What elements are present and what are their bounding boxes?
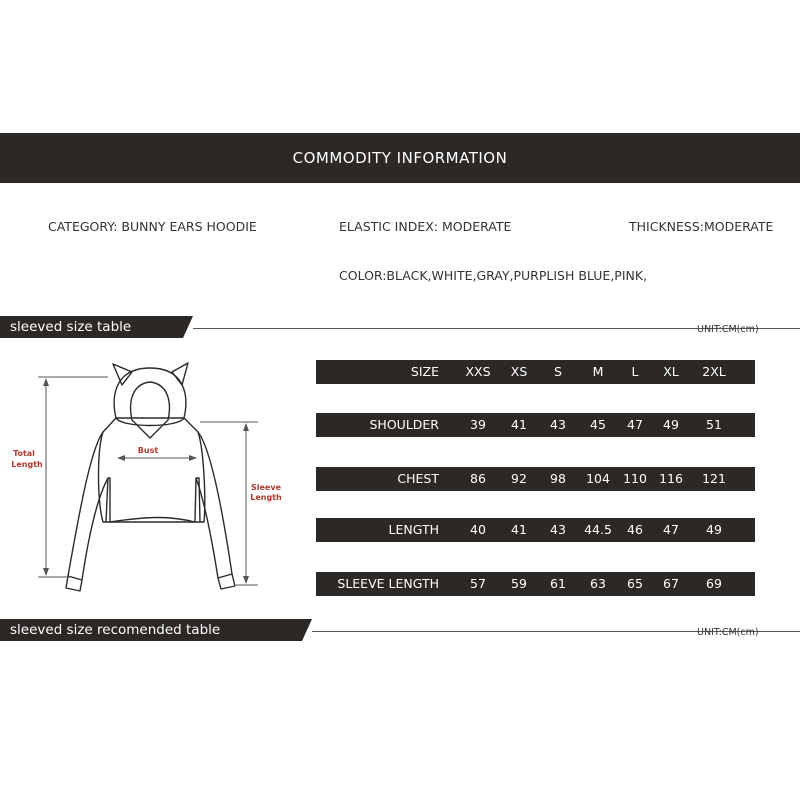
recommended-table-tab	[0, 619, 302, 641]
table-cell: 40	[470, 522, 486, 537]
table-header-row	[316, 360, 755, 384]
table-cell: 104	[586, 471, 610, 486]
body-outline	[99, 418, 205, 522]
size-cell: 2XL	[702, 364, 726, 379]
sleeve-length-label-2: Length	[250, 493, 282, 502]
table-cell: 86	[470, 471, 486, 486]
table-cell: 43	[550, 522, 566, 537]
table-cell: 46	[627, 522, 643, 537]
total-length-label-1: Total	[13, 449, 35, 458]
table-row	[316, 467, 755, 491]
elastic-index-text: ELASTIC INDEX: MODERATE	[339, 219, 512, 234]
table-cell: 121	[702, 471, 726, 486]
table-cell: 65	[627, 576, 643, 591]
table-row	[316, 518, 755, 542]
hood-face-opening	[131, 382, 170, 438]
row-label: CHEST	[397, 471, 439, 486]
right-sleeve-outline	[196, 432, 232, 578]
thickness-text: THICKNESS:MODERATE	[629, 219, 774, 234]
row-label: SLEEVE LENGTH	[337, 576, 439, 591]
total-length-label-2: Length	[11, 460, 43, 469]
color-text: COLOR:BLACK,WHITE,GRAY,PURPLISH BLUE,PINK,	[339, 268, 648, 283]
table-cell: 67	[663, 576, 679, 591]
arrowhead-icon	[189, 455, 197, 461]
sleeve-length-label-1: Sleeve	[251, 483, 281, 492]
size-cell: XL	[663, 364, 679, 379]
commodity-info-banner	[0, 133, 800, 183]
size-cell: XXS	[465, 364, 491, 379]
size-header-label: SIZE	[410, 364, 439, 379]
size-cell: XS	[510, 364, 528, 379]
bust-label: Bust	[137, 446, 159, 455]
size-table-header	[0, 316, 800, 340]
recommended-table-header	[0, 619, 800, 643]
table-cell: 98	[550, 471, 566, 486]
table-cell: 69	[706, 576, 722, 591]
table-cell: 59	[511, 576, 527, 591]
arrowhead-icon	[243, 423, 249, 431]
table-cell: 116	[659, 471, 683, 486]
unit-label: UNIT:CM(cm)	[697, 627, 759, 638]
page-title: COMMODITY INFORMATION	[292, 149, 508, 167]
table-cell: 47	[627, 417, 643, 432]
arrowhead-icon	[43, 568, 49, 576]
arrowhead-icon	[243, 576, 249, 584]
left-ear-shape	[113, 364, 132, 385]
size-cell: M	[592, 364, 604, 379]
arrowhead-icon	[43, 378, 49, 386]
hood-outline	[114, 368, 186, 426]
size-table-title: sleeved size table	[10, 319, 132, 335]
table-cell: 47	[663, 522, 679, 537]
recommended-table-title: sleeved size recomended table	[10, 622, 221, 638]
table-row	[316, 413, 755, 437]
table-cell: 49	[663, 417, 679, 432]
row-label: SHOULDER	[369, 417, 439, 432]
hoodie-diagram	[0, 345, 300, 605]
category-text: CATEGORY: BUNNY EARS HOODIE	[48, 219, 257, 234]
table-cell: 92	[511, 471, 527, 486]
table-cell: 110	[623, 471, 647, 486]
table-row	[316, 572, 755, 596]
size-cell: L	[631, 364, 639, 379]
table-cell: 41	[511, 417, 527, 432]
table-cell: 51	[706, 417, 722, 432]
table-cell: 49	[706, 522, 722, 537]
table-cell: 63	[590, 576, 606, 591]
table-cell: 39	[470, 417, 486, 432]
table-cell: 45	[590, 417, 606, 432]
table-cell: 57	[470, 576, 486, 591]
table-cell: 43	[550, 417, 566, 432]
arrowhead-icon	[117, 455, 125, 461]
unit-label: UNIT:CM(cm)	[697, 324, 759, 335]
size-cell: S	[554, 364, 562, 379]
left-sleeve-outline	[68, 432, 108, 580]
size-table-tab	[0, 316, 183, 338]
table-cell: 61	[550, 576, 566, 591]
row-label: LENGTH	[388, 522, 439, 537]
table-cell: 44.5	[584, 522, 612, 537]
table-cell: 41	[511, 522, 527, 537]
